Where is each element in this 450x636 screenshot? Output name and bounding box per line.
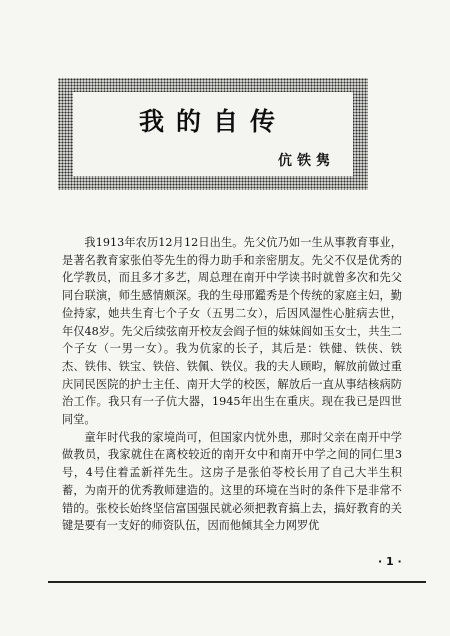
paragraph-1: 我1913年农历12月12日出生。先父伉乃如一生从事教育事业，是著名教育家张伯苓先生的得力助手和亲密朋友。先父不仅是优秀的化学教员，而且多才多艺，周总理在南开中学读书时就曾多次和先父同台联演，师生感情颇深。我的生母邢鑑秀是个传统的家庭主妇，勤俭持家，她共生育七个子女（五男二女），后因风湿性心脏病去世，年仅48岁。先父后续弦南开校友会阎子恒的妹妹阎如玉女士，共生二个子女（一男一女）。我为伉家的长子，其后是：铁健、铁侠、铁杰、铁伟、铁宝、铁倍、铁佩、铁仪。我的夫人顾畇，解放前做过重庆同民医院的护士主任、南开大学的校医，解放后一直从事结核病防治工作。我只有一子伉大器，1945年出生在重庆。现在我已是四世同堂。 <box>62 236 402 427</box>
title-banner-inner <box>73 92 353 176</box>
body-text <box>62 234 402 535</box>
document-title: 我的自传 <box>138 107 287 136</box>
footer-rule <box>48 581 426 583</box>
author-name: 伉铁隽 <box>278 153 335 169</box>
paragraph-2: 童年时代我的家境尚可，但国家内忧外患，那时父亲在南开中学做教员，我家就住在离校较近的南开女中和南开中学之间的同仁里3号，4号住着孟新祥先生。这房子是张伯苓校长用了自己大半生积蓄，为南开的优秀教师建造的。这里的环境在当时的条件下是非常不错的。张校长始终坚信富国强民就必须把教育搞上去，搞好教育的关键是要有一支好的师资队伍，因而他倾其全力网罗优 <box>62 430 402 533</box>
title-banner <box>58 78 368 190</box>
page-number: · 1 · <box>378 555 402 568</box>
